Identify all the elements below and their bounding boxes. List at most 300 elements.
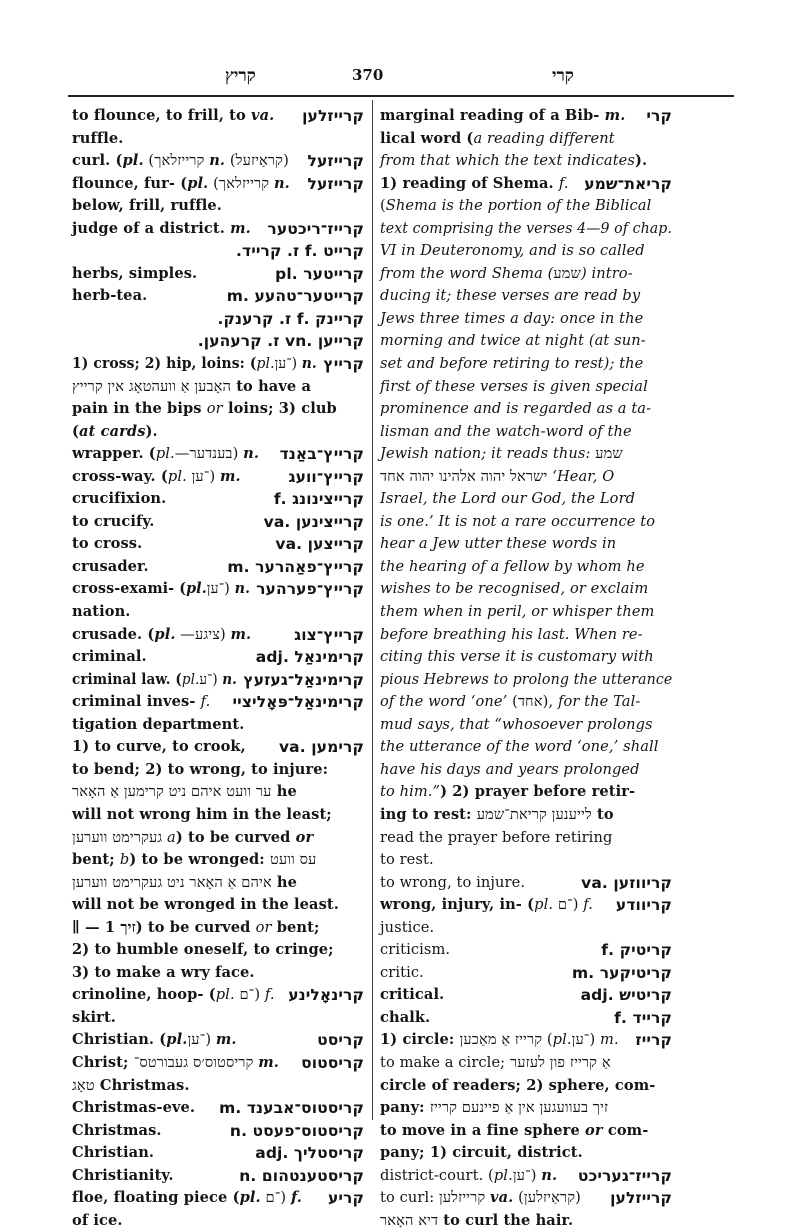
text-segment: f. xyxy=(290,1189,302,1207)
headword: קריאת־שמע xyxy=(584,174,672,193)
gloss-text xyxy=(380,1165,557,1188)
dictionary-line xyxy=(72,285,364,308)
text-segment: ) to be curved xyxy=(175,828,296,846)
gloss-text xyxy=(380,1007,430,1030)
gloss-text xyxy=(380,624,643,647)
text-segment: cross-exami- ( xyxy=(72,580,187,598)
text-segment: curl. ( xyxy=(72,152,123,170)
text-segment: טאָג xyxy=(72,1076,95,1094)
gloss-text xyxy=(380,646,654,669)
text-segment: ישראל יהוה אלהינו יהוה אחד xyxy=(380,467,548,485)
dictionary-line xyxy=(72,917,364,940)
gloss-text xyxy=(380,150,647,173)
text-segment: or xyxy=(206,400,223,418)
text-segment: ruffle. xyxy=(72,129,124,147)
text-segment: האָבען אַ וועהטאָג אין קרייץ xyxy=(72,377,232,395)
dictionary-line xyxy=(72,759,364,782)
text-segment: ־ען) xyxy=(187,1031,216,1049)
gloss-text xyxy=(72,398,337,421)
dictionary-line xyxy=(72,736,364,759)
text-segment: skirt. xyxy=(72,1008,116,1026)
dictionary-line xyxy=(380,353,672,376)
headword: קריסט xyxy=(317,1031,364,1050)
headword: קרייצינונג .f xyxy=(273,490,364,509)
text-segment: אַ קרייז פון לעזער xyxy=(509,1053,611,1071)
text-segment: n. xyxy=(541,1166,558,1184)
gloss-text xyxy=(380,962,424,985)
text-segment: va. xyxy=(251,107,275,124)
gloss-text xyxy=(380,195,651,218)
text-segment: ducing it; these verses are read by xyxy=(380,287,641,305)
headword: קרייזעל xyxy=(307,152,364,171)
text-segment: n. xyxy=(273,174,290,192)
dictionary-line xyxy=(72,1165,364,1188)
gloss-text xyxy=(380,421,632,444)
dictionary-line xyxy=(380,173,672,196)
text-segment: m. xyxy=(230,219,251,237)
dictionary-line xyxy=(380,646,672,669)
gloss-text xyxy=(380,1029,619,1052)
left-column xyxy=(72,105,364,1232)
gloss-text xyxy=(72,1120,162,1143)
dictionary-line xyxy=(380,984,672,1007)
dictionary-line xyxy=(72,1142,364,1165)
gloss-text xyxy=(72,646,147,669)
dictionary-line xyxy=(72,421,364,444)
text-segment: to crucify. xyxy=(72,512,155,530)
text-segment: pl. xyxy=(493,1166,513,1184)
text-segment: n. xyxy=(222,670,237,688)
gloss-text xyxy=(380,894,593,917)
headword: קרייץ־באַנד xyxy=(279,445,364,464)
dictionary-line xyxy=(72,105,364,128)
text-segment: cross-way. ( xyxy=(72,467,168,485)
headword: קרייץ־פאַהרער .m xyxy=(227,557,364,576)
dictionary-line xyxy=(380,398,672,421)
gloss-text xyxy=(72,962,255,985)
text-segment: n. xyxy=(243,445,260,463)
text-segment: bent; xyxy=(271,918,320,936)
text-segment: pl. xyxy=(215,986,235,1004)
dictionary-line xyxy=(380,511,672,534)
gloss-text xyxy=(72,173,290,196)
dictionary-line xyxy=(380,105,672,128)
text-segment: have his days and years prolonged xyxy=(380,760,640,778)
gloss-text xyxy=(380,443,623,466)
dictionary-line xyxy=(380,849,672,872)
running-head-right: קרי xyxy=(552,66,574,86)
text-segment: at cards xyxy=(79,422,146,440)
text-segment: of ice. xyxy=(72,1211,123,1229)
gloss-text xyxy=(380,240,645,263)
text-segment: ־ען) xyxy=(186,467,221,485)
headword: קרייץ־צוג xyxy=(294,625,364,644)
text-segment: pl. xyxy=(534,896,554,914)
dictionary-line xyxy=(380,691,672,714)
text-segment: of the word ‘one’ xyxy=(380,693,513,711)
dictionary-line xyxy=(380,533,672,556)
gloss-text xyxy=(380,759,640,782)
dictionary-line xyxy=(72,646,364,669)
gloss-text xyxy=(72,195,222,218)
dictionary-line xyxy=(380,669,672,692)
headword: קריינק .f ז. קרענק. xyxy=(217,309,364,328)
gloss-text xyxy=(72,1029,237,1052)
text-segment: mud says, that “whosoever prolongs xyxy=(380,715,653,733)
gloss-text xyxy=(72,488,166,511)
text-segment: to curl: xyxy=(380,1189,439,1207)
text-segment: ∥ — זיך xyxy=(72,918,136,936)
text-segment: prominence and is regarded as a ta- xyxy=(380,400,652,418)
gloss-text xyxy=(380,511,655,534)
dictionary-line xyxy=(380,1187,672,1210)
dictionary-line xyxy=(380,578,672,601)
text-segment: pl. xyxy=(552,1031,572,1049)
dictionary-line xyxy=(72,353,364,376)
gloss-text xyxy=(380,1142,583,1165)
gloss-text xyxy=(380,466,614,489)
headword: קרייץ־פערהער xyxy=(256,580,364,599)
gloss-text xyxy=(72,1007,116,1030)
text-segment: (קראַיזעל) xyxy=(225,152,289,170)
text-segment: from the word Shema ( xyxy=(380,264,554,282)
headword: קרי xyxy=(646,107,672,125)
dictionary-line xyxy=(72,962,364,985)
text-segment: m. xyxy=(220,467,241,485)
dictionary-line xyxy=(380,1029,672,1052)
dictionary-line xyxy=(72,804,364,827)
text-segment: ־ען) xyxy=(274,355,302,373)
dictionary-line xyxy=(72,827,364,850)
headword: קרייטער־טהעע .m xyxy=(226,287,364,306)
text-segment: read the prayer before retiring xyxy=(380,828,613,846)
text-segment: זיך בעוועגען אין אַ פיינעם קרייז xyxy=(429,1099,609,1117)
text-segment: 1) to curve, to crook, xyxy=(72,738,246,756)
gloss-text xyxy=(72,849,316,872)
text-segment: to rest. xyxy=(380,851,434,869)
gloss-text xyxy=(72,285,147,308)
text-segment: (קרייזלאך xyxy=(143,152,210,170)
headword: קרייז־געריכט xyxy=(577,1166,672,1185)
text-segment: (אחד), xyxy=(512,693,558,711)
text-segment: he xyxy=(271,783,297,801)
text-segment: pl. xyxy=(155,445,175,463)
gloss-text xyxy=(380,601,655,624)
text-segment: text comprising the verses 4—9 of chap. xyxy=(380,219,673,237)
text-segment: pl. xyxy=(167,467,187,485)
text-segment: דיא האָאר xyxy=(380,1211,439,1229)
text-segment: chalk. xyxy=(380,1008,431,1026)
dictionary-line xyxy=(380,781,672,804)
gloss-text xyxy=(72,1075,190,1098)
text-segment: to have a xyxy=(231,377,312,395)
text-segment: לייענען קריאת־שמע xyxy=(476,805,592,823)
text-segment: 1) circle: xyxy=(380,1031,460,1049)
text-segment: ־ם) xyxy=(234,986,265,1004)
text-segment: hear a Jew utter these words in xyxy=(380,535,617,553)
text-segment: ־ם) xyxy=(553,896,584,914)
text-segment: to curl the hair. xyxy=(438,1211,574,1229)
text-segment: pl. xyxy=(256,355,275,373)
headword: קרייץ xyxy=(323,355,364,374)
gloss-text xyxy=(72,1187,302,1210)
dictionary-line xyxy=(72,1052,364,1075)
headword: קרייזלען xyxy=(302,107,364,125)
dictionary-line xyxy=(380,308,672,331)
headword: קרינאָלינע xyxy=(288,986,364,1005)
text-segment: pl. xyxy=(187,174,209,192)
text-segment: ( xyxy=(380,197,386,215)
text-segment: criminal. xyxy=(72,648,147,666)
headword: קרימינאַל־געזעץ xyxy=(243,670,364,689)
text-segment: criminal inves- xyxy=(72,693,201,711)
text-segment: loins; 3) club xyxy=(222,400,337,418)
text-segment: or xyxy=(295,828,314,846)
dictionary-line xyxy=(380,872,672,895)
gloss-text xyxy=(380,1210,573,1232)
text-segment: מאַכען xyxy=(459,1031,497,1049)
text-segment: Shema is the portion of the Biblical xyxy=(385,197,652,215)
gloss-text xyxy=(72,353,317,376)
text-segment: critic. xyxy=(380,963,424,981)
gloss-text xyxy=(380,285,640,308)
headword: קריע xyxy=(327,1189,364,1208)
gloss-text xyxy=(72,736,246,759)
headword: קריווזען .va xyxy=(581,873,672,892)
gloss-text xyxy=(380,533,616,556)
dictionary-line xyxy=(380,330,672,353)
text-segment: first of these verses is given special xyxy=(380,377,648,395)
dictionary-line xyxy=(72,1120,364,1143)
gloss-text xyxy=(72,1210,123,1232)
text-segment: criminal law. ( xyxy=(72,670,182,688)
dictionary-line xyxy=(72,150,364,173)
gloss-text xyxy=(380,218,672,241)
text-segment: below, frill, ruffle. xyxy=(72,197,222,215)
text-segment: wishes to be recognised, or exclaim xyxy=(380,580,649,598)
text-segment: Christian. ( xyxy=(72,1031,167,1049)
gloss-text xyxy=(380,714,653,737)
dictionary-line xyxy=(72,195,364,218)
text-segment: ־ען) xyxy=(206,580,235,598)
text-segment: he xyxy=(271,873,298,891)
text-segment: for the Tal- xyxy=(557,693,641,711)
text-segment: pain in the bips xyxy=(72,400,207,418)
text-segment: (קרייזלאך xyxy=(208,174,274,192)
text-segment: to flounce, to frill, to xyxy=(72,107,252,124)
text-segment: —ציגע) xyxy=(175,625,231,643)
gloss-text xyxy=(72,781,297,804)
text-segment: wrapper. ( xyxy=(72,445,156,463)
header-rule xyxy=(68,95,734,97)
text-segment: from that which the text indicates xyxy=(380,152,635,170)
gloss-text xyxy=(72,443,259,466)
text-segment: citing this verse it is customary with xyxy=(380,648,654,666)
gloss-text xyxy=(72,1097,195,1120)
dictionary-line xyxy=(72,398,364,421)
text-segment: district-court. ( xyxy=(380,1166,494,1184)
text-segment: n. xyxy=(209,152,226,170)
dictionary-line xyxy=(72,578,364,601)
text-segment: floe, floating piece ( xyxy=(72,1189,240,1207)
gloss-text xyxy=(380,691,640,714)
text-segment: pl. xyxy=(122,152,144,170)
gloss-text xyxy=(380,1187,581,1210)
text-segment: pany: xyxy=(380,1099,430,1117)
text-segment: Jews three times a day: once in the xyxy=(380,309,644,327)
dictionary-line xyxy=(72,984,364,1007)
dictionary-line xyxy=(72,376,364,399)
dictionary-line xyxy=(72,330,364,353)
gloss-text xyxy=(380,849,434,872)
dictionary-line xyxy=(380,1142,672,1165)
text-segment: lical word ( xyxy=(380,129,474,147)
gloss-text xyxy=(72,714,244,737)
dictionary-line xyxy=(72,466,364,489)
gloss-text xyxy=(380,1097,608,1120)
dictionary-line xyxy=(72,218,364,241)
dictionary-line xyxy=(72,263,364,286)
text-segment: justice. xyxy=(380,918,435,936)
text-segment: morning and twice at night (at sun- xyxy=(380,332,646,350)
running-head-left: קריץ xyxy=(225,66,256,86)
text-segment: f. xyxy=(558,174,569,192)
headword: קרייז־ריכטער xyxy=(267,219,364,238)
text-segment: ־ם) xyxy=(260,1189,291,1207)
text-segment: or xyxy=(585,1121,603,1139)
gloss-text xyxy=(72,984,275,1007)
text-segment: crinoline, hoop- ( xyxy=(72,986,216,1004)
gloss-text xyxy=(72,669,237,692)
text-segment: b xyxy=(119,851,130,869)
text-segment: עס וועט xyxy=(269,851,317,869)
dictionary-line xyxy=(380,1120,672,1143)
text-segment: ). xyxy=(145,422,158,440)
text-segment: שמע xyxy=(595,445,623,463)
text-segment: 1) cross; 2) hip, loins: ( xyxy=(72,355,257,373)
gloss-text xyxy=(380,1052,611,1075)
text-segment: them when in peril, or whisper them xyxy=(380,603,655,621)
gloss-text xyxy=(380,398,651,421)
text-segment: to bend; 2) to wrong, to injure: xyxy=(72,760,329,778)
dictionary-line xyxy=(72,781,364,804)
dictionary-line xyxy=(380,714,672,737)
dictionary-line xyxy=(72,533,364,556)
gloss-text xyxy=(380,669,672,692)
dictionary-line xyxy=(380,128,672,151)
text-segment: m. xyxy=(600,1031,619,1049)
text-segment: ־ען) xyxy=(512,1166,542,1184)
text-segment: a reading different xyxy=(473,129,615,147)
gloss-text xyxy=(380,736,659,759)
text-segment: Christmas. xyxy=(72,1121,162,1139)
text-segment: ־ען) xyxy=(571,1031,601,1049)
text-segment: to cross. xyxy=(72,535,143,553)
gloss-text xyxy=(380,330,646,353)
text-segment: will not wrong him in the least; xyxy=(72,805,332,823)
gloss-text xyxy=(380,488,635,511)
dictionary-line xyxy=(72,1210,364,1232)
dictionary-line xyxy=(380,263,672,286)
text-segment: 1) reading of Shema. xyxy=(380,174,559,192)
gloss-text xyxy=(380,917,434,940)
gloss-text xyxy=(72,556,149,579)
text-segment: m. xyxy=(215,1031,237,1049)
gloss-text xyxy=(72,511,154,534)
dictionary-line xyxy=(380,488,672,511)
text-segment: pl. xyxy=(239,1189,261,1207)
headword: קריסטוס־פעסט .n xyxy=(229,1121,364,1140)
dictionary-line xyxy=(72,443,364,466)
dictionary-line xyxy=(380,195,672,218)
headword: קרייז xyxy=(635,1031,672,1050)
text-segment: m. xyxy=(604,107,626,124)
headword: קרייזלען xyxy=(610,1189,672,1208)
text-segment: bent; xyxy=(72,851,120,869)
text-segment: ) to be wronged: xyxy=(129,851,270,869)
dictionary-line xyxy=(72,894,364,917)
headword: קרייצינען .va xyxy=(263,512,364,531)
gloss-text xyxy=(72,533,142,556)
text-segment: to him.” xyxy=(380,783,441,801)
dictionary-line xyxy=(380,894,672,917)
text-segment: wrong, injury, in- ( xyxy=(380,896,535,914)
text-segment: set and before retiring to rest); the xyxy=(380,355,644,373)
gloss-text xyxy=(72,263,197,286)
dictionary-line xyxy=(72,556,364,579)
gloss-text xyxy=(380,353,643,376)
gloss-text xyxy=(380,128,615,151)
gloss-text xyxy=(72,939,334,962)
text-segment: pl. xyxy=(154,625,176,643)
dictionary-line xyxy=(72,1075,364,1098)
gloss-text xyxy=(72,150,289,173)
headword: קריסטליך .adj xyxy=(255,1144,364,1163)
gloss-text xyxy=(380,376,648,399)
dictionary-line xyxy=(380,218,672,241)
text-segment: n. xyxy=(301,355,317,373)
headword: קרייטער .pl xyxy=(275,264,364,283)
text-segment: f. xyxy=(200,693,211,711)
text-segment: pany; 1) circuit, district. xyxy=(380,1144,583,1162)
text-segment: Christmas. xyxy=(94,1076,190,1094)
text-segment: (קראַיזלען) xyxy=(513,1189,581,1207)
text-segment: ־ע) xyxy=(199,670,223,688)
text-segment: critical. xyxy=(380,986,445,1004)
text-segment: com- xyxy=(602,1121,649,1139)
text-segment: שמע xyxy=(553,264,581,282)
text-segment: 3) to make a wry face. xyxy=(72,963,255,981)
dictionary-line xyxy=(72,1097,364,1120)
text-segment: געקרימט ווערען xyxy=(72,828,163,846)
headword: קרייזעל xyxy=(307,174,364,193)
gloss-text xyxy=(380,1120,648,1143)
text-segment: judge of a district. xyxy=(72,219,231,237)
gloss-text xyxy=(380,827,612,850)
gloss-text xyxy=(380,105,625,128)
text-segment: will not be wronged in the least. xyxy=(72,896,339,914)
text-segment: to wrong, to injure. xyxy=(380,873,526,891)
text-segment: איהם אַ האָאר ניט געקרימט ווערען xyxy=(72,873,272,891)
text-segment: קרייז xyxy=(514,1031,543,1049)
text-segment: tigation department. xyxy=(72,715,245,733)
headword: קרייד .f xyxy=(614,1008,672,1027)
gloss-text xyxy=(380,984,444,1007)
text-segment: the hearing of a fellow by whom he xyxy=(380,557,645,575)
text-segment: 1) to be curved xyxy=(104,918,256,936)
dictionary-line xyxy=(72,691,364,714)
dictionary-line xyxy=(380,421,672,444)
